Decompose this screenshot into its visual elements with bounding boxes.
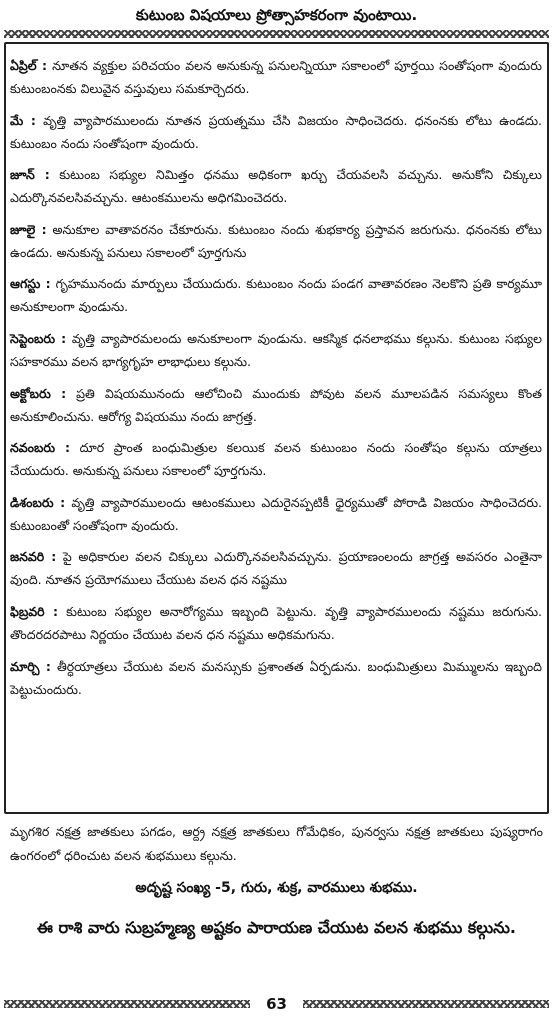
- page-heading: కుటుంబ విషయాలు ప్రోత్సాహకరంగా వుంటాయి.: [135, 6, 418, 24]
- month-name: నవంబరు :: [10, 440, 71, 456]
- month-january: [6, 545, 546, 591]
- decorative-border-bottom-right: [303, 1000, 549, 1008]
- month-text: దూర ప్రాంత బంధుమిత్రుల కలయిక వలన కుటుంబం నందు సంతోషం కల్గును యాత్రలు చేయుదురు. అనుకున్న పనులు సకాలంలో పూర్తగును.: [10, 440, 542, 479]
- month-name: జూలై :: [10, 221, 47, 237]
- page-number: 63: [266, 995, 287, 1013]
- month-name: ఫిబ్రవరి :: [10, 603, 59, 619]
- month-march: [6, 655, 546, 701]
- recitation-advice: ఈ రాశి వారు సుబ్రహ్మణ్య అష్టకం పారాయణ చేయుట వలన శుభము కల్గును.: [37, 918, 516, 937]
- month-text: పై అధికారుల వలన చిక్కులు ఎదుర్కొనవలసివచ్చును. ప్రయాణంలందు జాగ్రత్త అవసరం ఎంతైనా వుంది. నూతన ప్రయోగములు చేయుట వలన ధన నష్టము: [10, 549, 542, 588]
- month-june: [6, 163, 546, 209]
- month-name: మార్చి :: [10, 658, 51, 674]
- month-july: [6, 218, 546, 264]
- month-text: ప్రతి విషయమునందు ఆలోచించి ముందుకు పోవుట వలన మూలపడిన సమస్యలు కొంత అనుకూలించును. ఆరోగ్య విషయము నందు జాగ్రత్త.: [10, 385, 542, 424]
- month-text: అనుకూల వాతావరనం చేకూరును. కుటుంబం నందు శుభకార్య ప్రస్తావన జరుగును. ధనంనకు లోటు ఉండదు. అనుకున్న పనులు సకాలంలో పూర్తగును: [10, 221, 542, 260]
- gemstone-remedy-paragraph: మృగశిర నక్షత్ర జాతకులు పగడం, ఆర్ద్ర నక్షత్ర జాతకులు గోమేధికం, పునర్వసు నక్షత్ర జాతకులు పుష్యరాగం ఉంగరంలో ధరించుట వలన శుభములు కల్గును.: [10, 824, 543, 863]
- month-text: కుటుంబ సభ్యుల అనారోగ్యము ఇబ్బంది పెట్టును. వృత్తి వ్యాపారములందు నష్టము జరుగును. తొందరదరపాటు నిర్ణయం చేయుట వలన ధన నష్టము అధికమగును.: [10, 603, 542, 642]
- month-name: డిశంబరు :: [10, 494, 66, 510]
- month-february: [6, 600, 546, 646]
- month-october: [6, 382, 546, 428]
- month-name: ఏప్రిల్ :: [10, 58, 48, 73]
- month-text: వృత్తి వ్యాపారమలందు అనుకూలంగా వుండును. ఆకస్మిక ధనలాభము కల్గును. కుటుంబ సభ్యుల సహకారము వలన భాగ్యగృహ లాభాధులు కల్గును.: [10, 330, 542, 369]
- lucky-number-line: అదృష్ట సంఖ్య -5, గురు, శుక్ర, వారములు శుభము.: [135, 880, 418, 896]
- page-footer: [4, 994, 549, 1014]
- month-name: జూన్ :: [10, 167, 50, 183]
- month-text: వృత్తి వ్యాపారములందు నూతన ప్రయత్నము చేసి విజయం సాధించెదరు. ధనంనకు లోటు ఉండదు. కుటుంబం నందు సంతోషంగా వుందురు.: [10, 112, 542, 151]
- month-may: [6, 109, 546, 155]
- month-text: గృహమునందు మార్పులు చేయుదురు. కుటుంబం నందు పండగ వాతావరణం నెలకొని ప్రతి కార్యమూ అనుకూలంగా వుండును.: [10, 276, 543, 315]
- decorative-border-bottom-left: [4, 1000, 250, 1008]
- month-august: [6, 272, 546, 318]
- month-text: వృత్తి వ్యాపారములందు ఆటంకములు ఎదురైనప్పటికీ ధైర్యముతో పోరాడి విజయం సాధించెదరు. కుటుంబంతో సంతోషంగా వుందురు.: [10, 494, 542, 533]
- month-name: జనవరి :: [10, 549, 57, 565]
- decorative-border-top: [4, 30, 549, 38]
- month-name: అక్టోబరు :: [10, 385, 67, 401]
- month-april: [6, 54, 546, 100]
- month-text: తీర్ధయాత్రలు చేయుట వలన మనస్సుకు ప్రశాంతత ఏర్పడును. బంధుమిత్రులు మిమ్ములను ఇబ్బంది పెట్టుచుందురు.: [10, 658, 542, 697]
- month-text: కుటుంబ సభ్యుల నిమిత్తం ధనము అధికంగా ఖర్చు చేయవలసి వచ్చును. అనుకోని చిక్కులు ఎదుర్కొనవలసివచ్చును. ఆటంకములను అధిగమించెదరు.: [10, 167, 542, 206]
- monthly-predictions-list: [6, 54, 546, 709]
- month-text: నూతన వ్యక్తుల పరిచయం వలన అనుకున్న పనులన్నియూ సకాలంలో పూర్తయి సంతోషంగా వుందురు కుటుంబంనకు విలువైన వస్తువులు సమకూర్చెదరు.: [10, 58, 542, 96]
- month-name: ఆగస్టు :: [10, 276, 51, 292]
- month-december: [6, 491, 546, 537]
- month-name: సెప్టెంబరు :: [10, 330, 67, 346]
- month-september: [6, 327, 546, 373]
- month-november: [6, 436, 546, 482]
- month-name: మే :: [10, 112, 36, 128]
